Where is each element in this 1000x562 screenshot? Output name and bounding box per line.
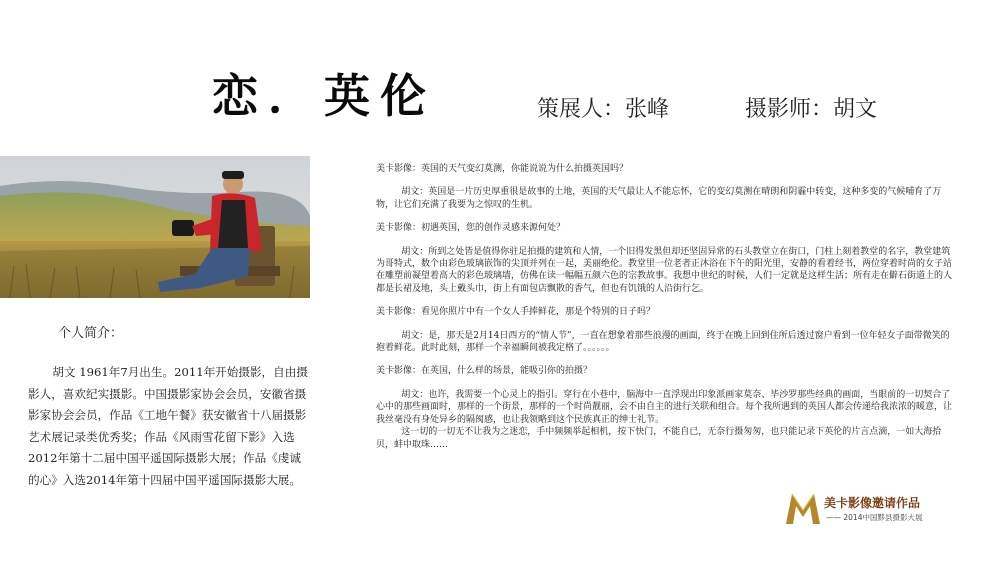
bio-heading: 个人简介： (58, 326, 124, 341)
photographer-label: 摄影师：胡文 (745, 97, 878, 122)
interview-answer: 胡文：是，那天是2月14日西方的“情人节”，一直在想象着那些浪漫的画面，终于在晚上回到住所后透过窗户看到一位年轻女子面带微笑的抱着鲜花。此时此刻，那样一个幸福瞬间被我定格了。。。。。。 (376, 330, 950, 354)
logo-title: 美卡影像邀请作品 (824, 496, 921, 510)
m-logo-icon (784, 490, 822, 526)
interview-answer: 胡文：英国是一片历史厚重很是故事的土地，英国的天气最让人不能忘怀，它的变幻莫测在晴朗和阴霾中转变，这种多变的气候哺育了万物，让它们充满了我要为之惊叹的生机。 (376, 187, 942, 210)
interview-answer: 胡文：所到之处皆是值得你驻足拍摄的建筑和人情，一个旧得发黑但却还坚固异常的石头教堂立在街口，门柱上刻着教堂的名字，教堂建筑为哥特式，数个由彩色玻璃嵌饰的尖顶并列在一起，美丽绝伦。教堂里一位老者正沐浴在下午的阳光里，安静的看着经书，两位穿着时尚的女子站在雕塑前凝望着高大的彩色玻璃墙，仿佛在读一幅幅五颜六色的宗教故事。我想中世纪的时候，人们一定就是这样生活；所有走在僻石街道上的人都是长裙及地，头上戴头巾，街上有面包店飘散的香气，但也有饥饿的人沿街行乞。 (376, 246, 953, 294)
interview-question: 美卡影像：看见你照片中有一个女人手捧鲜花，那是个特别的日子吗？ (376, 307, 656, 318)
logo-subtitle: —— 2014中国黟县摄影大展 (826, 513, 923, 522)
interview-question: 美卡影像：初遇英国，您的创作灵感来源何处？ (376, 223, 566, 234)
interview-answer: 胡文：也许，我需要一个心灵上的指引。穿行在小巷中，脑海中一直浮现出印象派画家莫奈、毕沙罗那些经典的画面，当眼前的一切契合了心中的那些画面时，那样的一个街景，那样的一个时尚靓丽，会不由自主的进行关联和组合。每个我所遇到的英国人都会传递给我浓浓的暖意，让我丝毫没有身处异乡的隔阂感，也让我领略到这个民族真正的绅士礼节。 (376, 389, 953, 425)
event-logo (784, 490, 974, 530)
page-title: 恋．英伦 (212, 69, 436, 123)
interview-answer: 这一切的一切无不让我为之迷恋，手中频频举起相机，按下快门，不能自已，无奈行摄匆匆，也只能记录下英伦的片言点滴，一如大海拾贝，蚌中取珠…… (376, 427, 942, 450)
interview-question: 美卡影像：英国的天气变幻莫测，你能说说为什么拍摄英国吗？ (376, 164, 629, 174)
photographer-portrait (0, 156, 310, 298)
interview-question: 美卡影像：在英国，什么样的场景，能吸引你的拍摄？ (376, 366, 593, 377)
interview-text (376, 163, 958, 462)
curator-label: 策展人：张峰 (537, 97, 670, 122)
bio-text: 胡文 1961年7月出生。2011年开始摄影，自由摄影人，喜欢纪实摄影。中国摄影家协会会员，安徽省摄影家协会会员，作品《工地午餐》获安徽省十八届摄影艺术展记录类优秀奖；作品《风雨雪花留下影》入选2012年第十二届中国平遥国际摄影大展；作品《虔诚的心》入选2014年第十四届中国平遥国际摄影大展。 (28, 365, 308, 487)
